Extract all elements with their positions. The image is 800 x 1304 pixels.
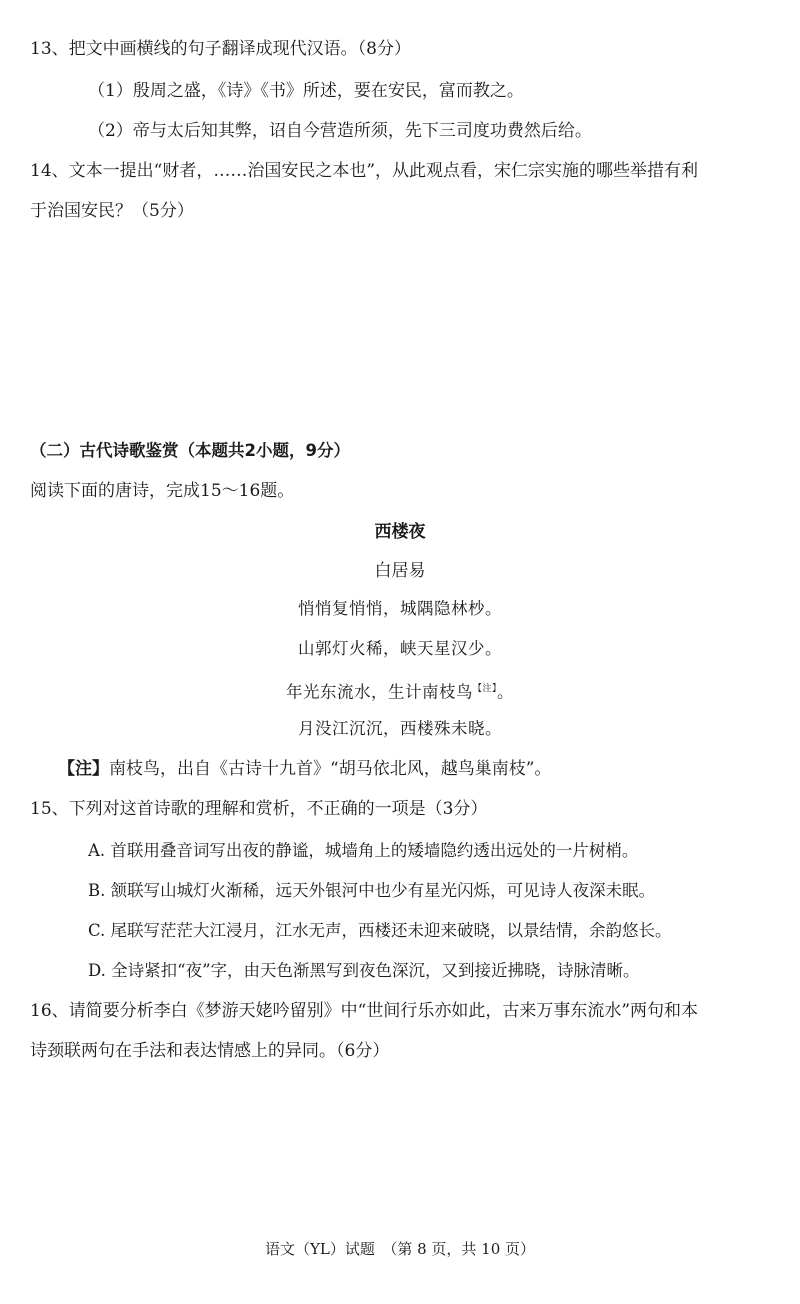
q16-line1: 16、请简要分析李白《梦游天姥吟留别》中“世间行乐亦如此，古来万事东流水”两句和本 <box>30 1001 699 1021</box>
page-footer: 语文（YL）试题 （第 8 页，共 10 页） <box>264 1240 536 1258</box>
poem-title: 西楼夜 <box>374 522 426 542</box>
section2-instruction: 阅读下面的唐诗，完成15～16题。 <box>30 481 295 501</box>
poem-line-2: 山郭灯火稀，峡天星汉少。 <box>298 639 502 658</box>
poem-line-3-text: 年光东流水，生计南枝鸟 <box>285 682 473 702</box>
note-label: 【注】 <box>58 759 109 779</box>
q15-option-b: B. 颔联写山城灯火渐稀，远天外银河中也少有星光闪烁，可见诗人夜深未眠。 <box>88 881 656 900</box>
poem-author: 白居易 <box>374 561 426 581</box>
q15-option-d: D. 全诗紧扣“夜”字，由天色渐黑写到夜色深沉，又到接近拂晓，诗脉清晰。 <box>88 961 640 980</box>
q13-sub1: （1）殷周之盛，《诗》《书》所述，要在安民，富而教之。 <box>88 81 524 101</box>
poem-line-3 <box>0 678 800 704</box>
q15-stem: 15、下列对这首诗歌的理解和赏析，不正确的一项是（3分） <box>30 799 488 819</box>
q14-line2: 于治国安民？（5分） <box>30 201 194 221</box>
poem-note <box>58 758 551 780</box>
section2-heading: （二）古代诗歌鉴赏（本题共2小题，9分） <box>30 441 350 460</box>
q13-sub2: （2）帝与太后知其弊，诏自今营造所须，先下三司度功费然后给。 <box>88 121 592 141</box>
poem-line-4: 月没江沉沉，西楼殊未晓。 <box>298 719 502 738</box>
q14-line1: 14、文本一提出“财者，……治国安民之本也”，从此观点看，宋仁宗实施的哪些举措有利 <box>30 161 699 181</box>
poem-line-1: 悄悄复悄悄，城隅隐林杪。 <box>298 599 502 618</box>
note-text: 南枝鸟，出自《古诗十九首》“胡马依北风，越鸟巢南枝”。 <box>109 759 552 779</box>
q13-stem: 13、把文中画横线的句子翻译成现代汉语。（8分） <box>30 39 411 59</box>
poem-note-marker: 【注】 <box>472 684 497 694</box>
poem-line-3-end: 。 <box>497 682 514 702</box>
q15-option-a: A. 首联用叠音词写出夜的静谧，城墙角上的矮墙隐约透出远处的一片树梢。 <box>88 841 639 860</box>
q15-option-c: C. 尾联写茫茫大江浸月，江水无声，西楼还未迎来破晓，以景结情，余韵悠长。 <box>88 921 672 940</box>
q16-line2: 诗颈联两句在手法和表达情感上的异同。（6分） <box>30 1041 390 1061</box>
